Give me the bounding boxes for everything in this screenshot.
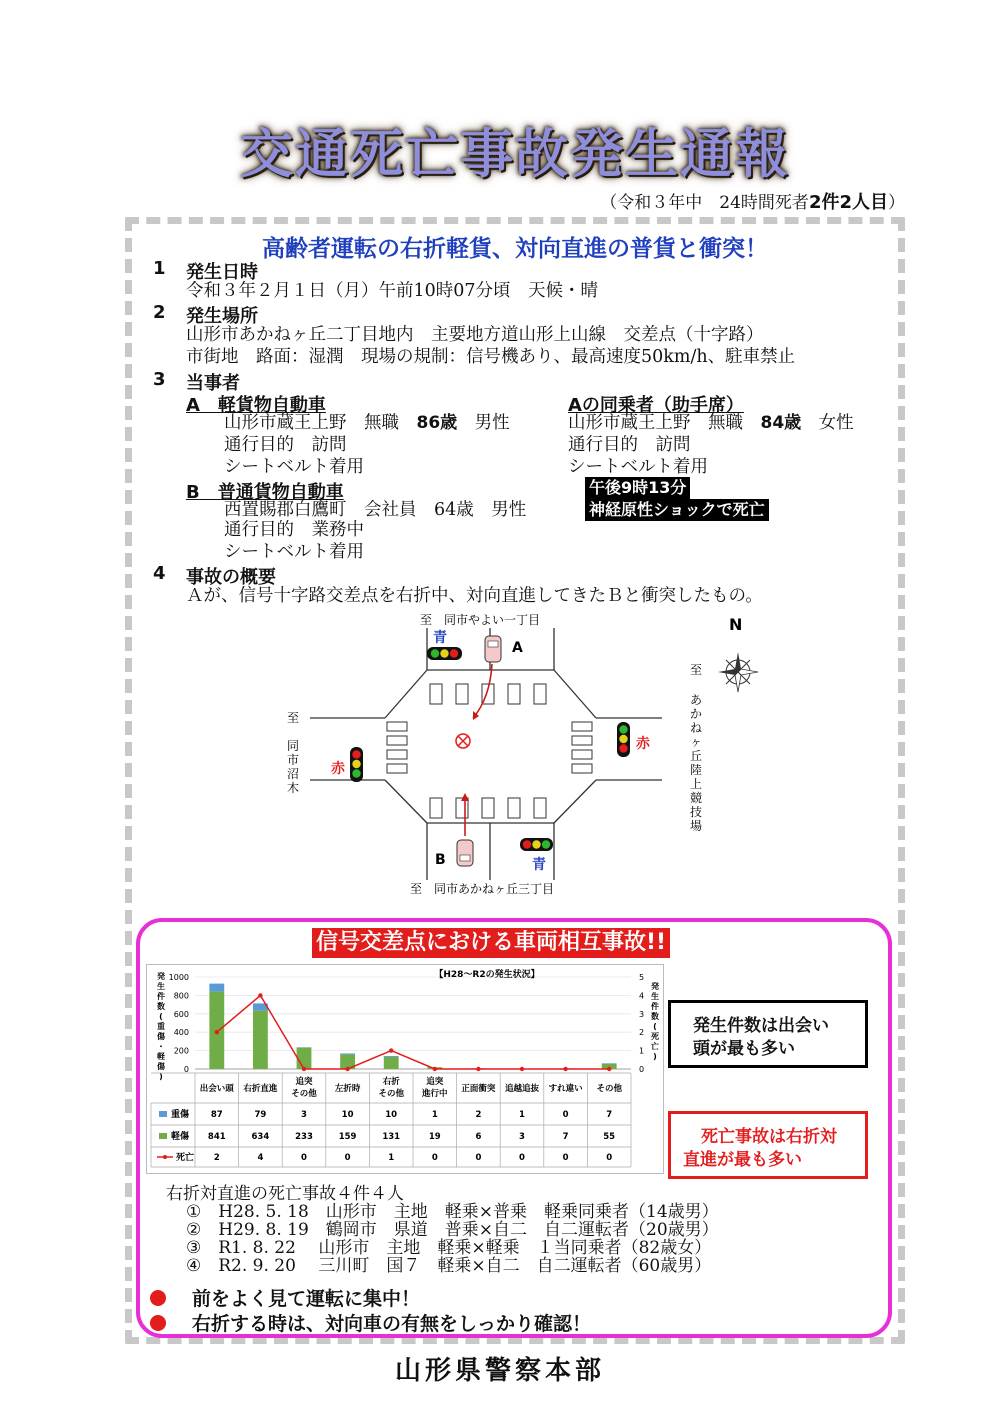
party-a-title: A 軽貨物自動車 — [186, 395, 326, 416]
chart-table-value: 3 — [519, 1132, 525, 1142]
callout-most-fatal — [668, 1111, 868, 1179]
subtitle-prefix: （令和３年中 24時間死者 — [600, 193, 809, 213]
party-b-purpose: 通行目的 業務中 — [224, 520, 364, 540]
chart-tick-left: 400 — [173, 1028, 189, 1038]
chart-ylabel-right: 発 — [651, 982, 659, 991]
chart-point-death — [302, 1067, 306, 1071]
car-b-icon — [457, 840, 473, 866]
section-1-number: 1 — [153, 258, 166, 279]
chart-point-death — [433, 1067, 437, 1071]
passenger-purpose: 通行目的 訪問 — [568, 435, 691, 455]
signal-east-label: 赤 — [636, 736, 650, 752]
chart-tick-right: 4 — [639, 991, 645, 1001]
destination-east-char: か — [690, 707, 703, 721]
chart-ylabel-right: ( — [653, 1022, 657, 1031]
chart-ylabel-right: ) — [653, 1052, 657, 1061]
section-3-number: 3 — [153, 369, 166, 390]
section-2-conditions: 市街地 路面：湿潤 現場の規制：信号機あり、最高速度50km/h、駐車禁止 — [186, 347, 796, 367]
chart-ylabel-left: 生 — [157, 982, 165, 991]
chart-category-label: 右折直進 — [243, 1084, 278, 1094]
chart-bar-minor — [384, 1057, 399, 1069]
legend-minor-label: 軽傷 — [171, 1132, 190, 1142]
destination-west — [287, 711, 299, 795]
party-a-belt: シートベルト着用 — [224, 457, 364, 477]
destination-west-char: 沼 — [287, 767, 300, 781]
party-b-profile: 西置賜郡白鷹町 会社員 64歳 男性 — [224, 500, 527, 520]
statistics-banner: 信号交差点における車両相互事故!! — [312, 928, 670, 958]
legend-serious-label: 重傷 — [171, 1110, 190, 1120]
section-4-number: 4 — [153, 563, 166, 584]
chart-ylabel-left: ( — [159, 1012, 163, 1021]
chart-category-label: 追突 — [295, 1077, 313, 1087]
footer-issuer: 山形県警察本部 — [394, 1356, 605, 1386]
section-1-datetime: 令和３年２月１日（月）午前10時07分頃 天候・晴 — [186, 281, 599, 301]
main-title: 交通死亡事故発生通報 — [240, 124, 790, 185]
chart-category-label: その他 — [291, 1089, 317, 1099]
chart-title: 【H28～R2の発生状況】 — [434, 970, 540, 980]
destination-south: 至 同市あかねヶ丘三丁目 — [410, 882, 555, 896]
case-item: ④ R2. 9. 20 三川町 国７ 軽乗×自二 自二運転者（60歳男） — [186, 1256, 712, 1276]
chart-point-death — [389, 1048, 393, 1052]
chart-tick-left: 600 — [173, 1009, 189, 1019]
chart-category-label: 正面衝突 — [461, 1084, 496, 1094]
passenger-belt: シートベルト着用 — [568, 457, 708, 477]
passenger-title: Aの同乗者（助手席） — [568, 395, 744, 416]
chart-table-value: 7 — [562, 1132, 569, 1142]
car-a-icon — [485, 636, 501, 662]
passenger-death-cause: 神経原性ショックで死亡 — [585, 499, 769, 521]
legend-death-label: 死亡 — [176, 1153, 195, 1163]
traffic-signal-north — [427, 647, 462, 660]
party-b-title: B 普通貨物自動車 — [186, 482, 344, 503]
vehicle-b-label: B — [435, 852, 446, 868]
destination-west-char: 木 — [287, 781, 300, 795]
legend-serious-swatch — [159, 1111, 167, 1117]
chart-table-value: 0 — [431, 1153, 438, 1163]
car-b-arrowhead — [461, 793, 469, 801]
chart-table-value: 1 — [388, 1153, 395, 1163]
chart-table-value: 0 — [562, 1110, 569, 1120]
chart-point-death — [607, 1067, 611, 1071]
chart-bar-serious — [602, 1063, 617, 1064]
destination-east-char: 技 — [690, 805, 703, 819]
passenger-address: 山形市蔵王上野 無職 — [568, 413, 743, 433]
destination-east-char: 競 — [690, 791, 703, 805]
chart-table-value: 6 — [475, 1132, 482, 1142]
chart-point-death — [258, 993, 262, 997]
bullet-text: 前をよく見て運転に集中！ — [192, 1288, 421, 1310]
chart-table-value: 2 — [475, 1110, 482, 1120]
destination-east-char: ヶ — [690, 735, 703, 749]
intersection-diagram — [270, 608, 770, 908]
chart-table-value: 79 — [254, 1110, 267, 1120]
chart-table-value: 7 — [606, 1110, 613, 1120]
vehicle-a-label: A — [512, 640, 523, 656]
legend-death-marker — [163, 1155, 167, 1159]
bullet-text: 右折する時は、対向車の有無をしっかり確認！ — [192, 1313, 592, 1335]
chart-table-value: 4 — [257, 1153, 264, 1163]
destination-east-char: 丘 — [690, 749, 703, 763]
chart-tick-right: 0 — [639, 1065, 645, 1074]
chart-category-label: 進行中 — [422, 1089, 448, 1099]
chart-table-value: 233 — [295, 1132, 313, 1142]
chart-ylabel-right: 生 — [651, 992, 659, 1001]
subtitle-suffix: ） — [888, 193, 905, 213]
chart-tick-left: 1000 — [168, 973, 189, 982]
section-1-title: 発生日時 — [186, 262, 258, 283]
destination-west-char: 同 — [287, 739, 300, 753]
chart-table-value: 2 — [213, 1153, 220, 1163]
chart-table-value: 0 — [562, 1153, 569, 1163]
destination-east-char: 場 — [690, 819, 703, 833]
chart-category-label: 右折 — [382, 1077, 400, 1087]
party-b-belt: シートベルト着用 — [224, 542, 364, 562]
destination-west-char: 市 — [287, 753, 300, 767]
chart-bar-minor — [253, 1011, 268, 1069]
destination-east-char: 陸 — [690, 763, 703, 777]
headline: 高齢者運転の右折軽貨、対向直進の普貨と衝突！ — [262, 236, 768, 262]
case-item: ③ R1. 8. 22 山形市 主地 軽乗×軽乗 １当同乗者（82歳女） — [186, 1238, 712, 1258]
party-a-sex: 男性 — [474, 413, 510, 433]
chart-ylabel-right: 死 — [651, 1032, 659, 1041]
destination-east-char: あ — [690, 693, 703, 707]
chart-table-value: 10 — [341, 1110, 354, 1120]
chart-table-value: 0 — [519, 1153, 525, 1163]
chart-table-value: 0 — [301, 1153, 307, 1163]
bullet-item — [150, 1284, 420, 1311]
section-2-number: 2 — [153, 302, 166, 323]
chart-table-value: 3 — [301, 1110, 307, 1120]
destination-north: 至 同市やよい一丁目 — [420, 613, 541, 627]
chart-point-death — [476, 1067, 480, 1071]
chart-ylabel-left: 件 — [157, 992, 165, 1001]
traffic-signal-west — [350, 747, 363, 782]
chart-table-value: 0 — [606, 1153, 613, 1163]
chart-ylabel-right: 亡 — [651, 1042, 659, 1051]
chart-point-death — [563, 1067, 567, 1071]
chart-table-value: 1 — [431, 1110, 438, 1120]
destination-east-char: 上 — [690, 777, 703, 791]
chart-ylabel-left: 数 — [157, 1002, 165, 1011]
section-4-summary: Ａが、信号十字路交差点を右折中、対向直進してきたＢと衝突したもの。 — [186, 586, 763, 606]
chart-ylabel-right: 数 — [651, 1012, 659, 1021]
chart-bar-serious — [209, 984, 224, 992]
chart-table-value: 87 — [210, 1110, 223, 1120]
chart-table-value: 55 — [603, 1132, 616, 1142]
chart-ylabel-left: 傷 — [157, 1032, 165, 1041]
passenger-profile — [568, 412, 854, 434]
bullet-dot-icon — [150, 1315, 166, 1331]
party-a-age: 86歳 — [416, 413, 458, 433]
case-item: ① H28. 5. 18 山形市 主地 軽乗×普乗 軽乗同乗者（14歳男） — [186, 1202, 719, 1222]
chart-category-label: その他 — [378, 1089, 404, 1099]
case-item: ② H29. 8. 19 鶴岡市 県道 普乗×自二 自二運転者（20歳男） — [186, 1220, 719, 1240]
destination-west-char: 至 — [287, 711, 300, 725]
chart-tick-right: 5 — [639, 973, 645, 982]
chart-ylabel-left: 重 — [157, 1022, 165, 1031]
chart-category-label: 左折時 — [334, 1084, 361, 1094]
callout-most-frequent — [668, 1000, 868, 1068]
party-a-address: 山形市蔵王上野 無職 — [224, 413, 399, 433]
chart-tick-left: 0 — [183, 1065, 189, 1074]
bullet-dot-icon — [150, 1290, 166, 1306]
callout-most-frequent-line2: 頭が最も多い — [693, 1039, 795, 1059]
chart-table-value: 841 — [207, 1132, 226, 1142]
chart-table-value: 19 — [428, 1132, 441, 1142]
chart-table-value: 0 — [344, 1153, 351, 1163]
chart-category-label: すれ違い — [548, 1084, 583, 1094]
chart-table-value: 1 — [519, 1110, 525, 1120]
destination-east-char: 至 — [690, 663, 703, 677]
north-label: N — [729, 615, 743, 634]
chart-ylabel-left: 発 — [157, 972, 165, 981]
section-2-title: 発生場所 — [186, 306, 258, 327]
passenger-sex: 女性 — [818, 413, 854, 433]
section-3-title: 当事者 — [186, 373, 240, 394]
chart-category-label: 追突 — [426, 1077, 444, 1087]
chart-bar-serious — [384, 1056, 399, 1057]
chart-category-label: 出会い頭 — [199, 1084, 234, 1094]
party-a-profile — [224, 412, 510, 434]
chart-point-death — [215, 1030, 219, 1034]
chart-bar-minor — [297, 1048, 312, 1069]
chart-ylabel-left: 軽 — [157, 1052, 165, 1061]
chart-point-death — [345, 1067, 349, 1071]
passenger-age: 84歳 — [760, 413, 802, 433]
chart-point-death — [520, 1067, 524, 1071]
accident-chart — [147, 965, 665, 1175]
compass-rose-icon — [718, 652, 758, 692]
section-2-location: 山形市あかねヶ丘二丁目地内 主要地方道山形上山線 交差点（十字路） — [186, 325, 764, 345]
section-4-title: 事故の概要 — [186, 567, 276, 588]
chart-tick-right: 3 — [639, 1009, 645, 1019]
chart-frame — [146, 964, 664, 1174]
chart-ylabel-left: 傷 — [157, 1062, 165, 1071]
callout-most-fatal-line1: 死亡事故は右折対 — [701, 1127, 837, 1147]
chart-table-value: 0 — [475, 1153, 482, 1163]
party-a-purpose: 通行目的 訪問 — [224, 435, 347, 455]
traffic-signal-south — [520, 838, 553, 851]
chart-tick-left: 200 — [173, 1046, 189, 1056]
chart-bar-serious — [340, 1053, 355, 1054]
chart-tick-left: 800 — [173, 991, 189, 1001]
callout-most-frequent-line1: 発生件数は出会い — [693, 1016, 829, 1036]
chart-table-value: 159 — [338, 1132, 357, 1142]
destination-east-char: ね — [690, 721, 703, 735]
signal-south-label: 青 — [532, 857, 546, 873]
destination-east — [690, 663, 702, 833]
callout-most-fatal-line2: 直進が最も多い — [683, 1150, 802, 1170]
chart-tick-right: 1 — [639, 1046, 645, 1056]
chart-tick-right: 2 — [639, 1028, 645, 1038]
collision-mark — [456, 734, 470, 748]
traffic-signal-east — [617, 722, 630, 757]
crosswalks — [387, 684, 592, 818]
cases-title: 右折対直進の死亡事故４件４人 — [166, 1184, 404, 1204]
chart-category-label: 追越追抜 — [504, 1084, 540, 1094]
subtitle-count: 2件2人目 — [808, 192, 888, 213]
chart-ylabel-left: ・ — [157, 1042, 165, 1051]
signal-north-label: 青 — [433, 630, 447, 646]
signal-west-label: 赤 — [331, 761, 345, 777]
legend-minor-swatch — [159, 1133, 167, 1139]
chart-table-value: 634 — [251, 1132, 270, 1142]
chart-table-value: 131 — [382, 1132, 401, 1142]
subtitle — [600, 188, 905, 214]
chart-ylabel-left: ) — [159, 1072, 163, 1081]
passenger-death-time: 午後9時13分 — [585, 477, 690, 499]
chart-category-label: その他 — [596, 1084, 622, 1094]
chart-ylabel-right: 件 — [651, 1002, 659, 1011]
bullet-item — [150, 1309, 591, 1336]
chart-table-value: 10 — [385, 1110, 398, 1120]
